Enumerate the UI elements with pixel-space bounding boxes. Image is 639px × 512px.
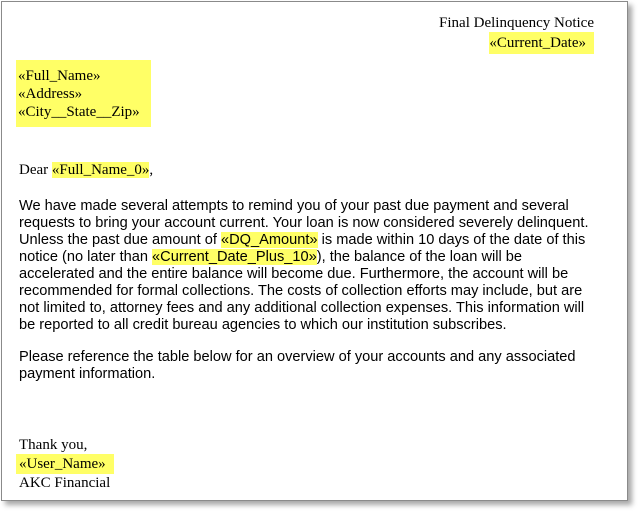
dq-amount-field[interactable]: «DQ_Amount» — [221, 232, 318, 248]
recipient-address-block — [16, 60, 151, 127]
paragraph-text: ), the balance of the loan will be — [316, 249, 523, 265]
user-name-field[interactable]: «User_Name» — [16, 454, 114, 474]
current-date-plus-10-field[interactable]: «Current_Date_Plus_10» — [152, 249, 317, 265]
company-name: AKC Financial — [19, 475, 111, 491]
letter-header — [439, 14, 594, 54]
paragraph-line — [19, 249, 619, 266]
paragraph-line: payment information. — [19, 366, 156, 382]
full-name-field[interactable]: «Full_Name» — [18, 68, 101, 84]
salutation-suffix: , — [149, 162, 154, 178]
paragraph-line: requests to bring your account current. Your loan is now considered severely delinquent. — [19, 215, 589, 231]
letter-page — [1, 1, 628, 501]
paragraph-line — [19, 232, 619, 249]
letter-closing — [19, 436, 114, 492]
body-paragraph-2 — [19, 349, 619, 383]
paragraph-line: We have made several attempts to remind you of your past due payment and several — [19, 198, 569, 214]
current-date-field[interactable]: «Current_Date» — [489, 32, 594, 54]
body-paragraph-1 — [19, 198, 619, 334]
paragraph-line: Please reference the table below for an overview of your accounts and any associated — [19, 349, 576, 365]
paragraph-text: notice (no later than — [19, 249, 153, 265]
salutation — [19, 161, 153, 179]
paragraph-text: is made within 10 days of the date of this — [317, 232, 586, 248]
paragraph-line: recommended for formal collections. The costs of collection efforts may include, but are — [19, 283, 583, 299]
salutation-prefix: Dear — [19, 162, 52, 178]
address-field[interactable]: «Address» — [18, 86, 83, 102]
paragraph-line: not limited to, attorney fees and any additional collection expenses. This information will — [19, 300, 585, 316]
city-state-zip-field[interactable]: «City__State__Zip» — [18, 104, 140, 120]
letter-title: Final Delinquency Notice — [439, 15, 594, 31]
paragraph-line: be reported to all credit bureau agencies to which our institution subscribes. — [19, 317, 507, 333]
closing-thanks: Thank you, — [19, 437, 88, 453]
salutation-name-field[interactable]: «Full_Name_0» — [51, 162, 150, 178]
paragraph-line: accelerated and the entire balance will become due. Furthermore, the account will be — [19, 266, 569, 282]
paragraph-text: Unless the past due amount of — [19, 232, 222, 248]
